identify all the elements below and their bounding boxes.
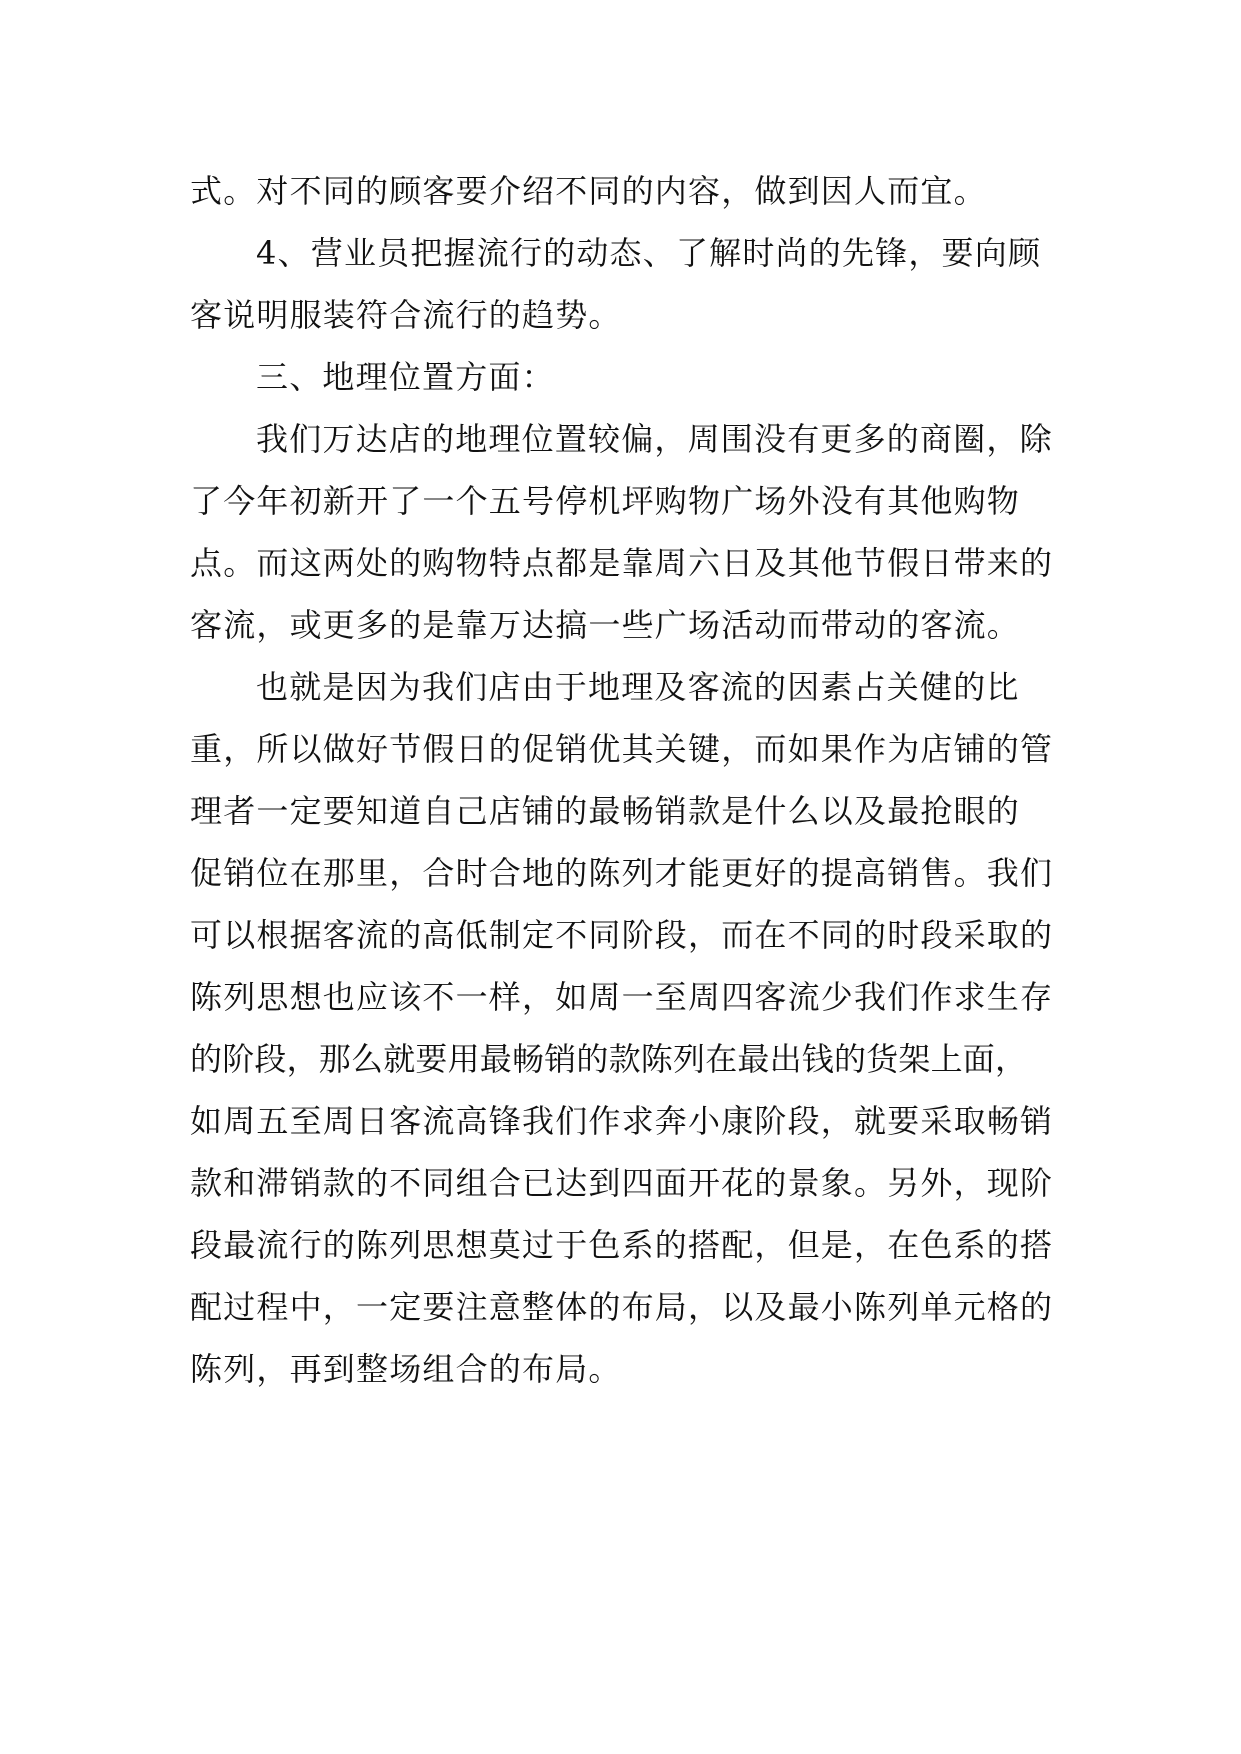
text-line: 陈列思想也应该不一样，如周一至周四客流少我们作求生存 xyxy=(190,978,1054,1016)
document-body xyxy=(190,160,1060,1400)
text-line: 段最流行的陈列思想莫过于色系的搭配，但是，在色系的搭 xyxy=(190,1226,1054,1264)
section-heading: 三、地理位置方面： xyxy=(256,358,555,396)
text-line: 客说明服装符合流行的趋势。 xyxy=(190,296,622,334)
text-line: 客流，或更多的是靠万达搞一些广场活动而带动的客流。 xyxy=(190,606,1021,644)
text-line: 款和滞销款的不同组合已达到四面开花的景象。另外，现阶 xyxy=(190,1164,1054,1202)
text-line: 了今年初新开了一个五号停机坪购物广场外没有其他购物 xyxy=(190,482,1021,520)
text-line: 促销位在那里，合时合地的陈列才能更好的提高销售。我们 xyxy=(190,854,1054,892)
numbered-paragraph-line: 4、营业员把握流行的动态、了解时尚的先锋，要向顾 xyxy=(256,234,1042,272)
text-line: 陈列，再到整场组合的布局。 xyxy=(190,1350,622,1388)
text-line: 配过程中，一定要注意整体的布局，以及最小陈列单元格的 xyxy=(190,1288,1054,1326)
paragraph-first-line: 我们万达店的地理位置较偏，周围没有更多的商圈，除 xyxy=(256,420,1053,458)
text-line: 如周五至周日客流高锋我们作求奔小康阶段，就要采取畅销 xyxy=(190,1102,1054,1140)
text-line: 可以根据客流的高低制定不同阶段，而在不同的时段采取的 xyxy=(190,916,1054,954)
text-line: 点。而这两处的购物特点都是靠周六日及其他节假日带来的 xyxy=(190,544,1054,582)
text-line: 式。对不同的顾客要介绍不同的内容，做到因人而宜。 xyxy=(190,172,987,210)
text-line: 理者一定要知道自己店铺的最畅销款是什么以及最抢眼的 xyxy=(190,792,1021,830)
paragraph-first-line: 也就是因为我们店由于地理及客流的因素占关健的比 xyxy=(256,668,1020,706)
text-line: 重，所以做好节假日的促销优其关键，而如果作为店铺的管 xyxy=(190,730,1054,768)
text-line: 的阶段，那么就要用最畅销的款陈列在最出钱的货架上面， xyxy=(190,1040,1028,1078)
